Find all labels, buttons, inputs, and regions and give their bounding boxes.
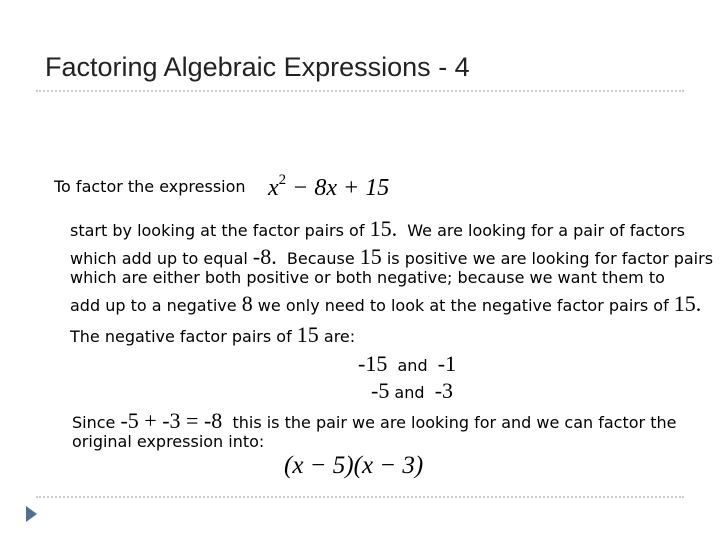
line-1-number: 15.	[369, 216, 398, 241]
factor-pair-1	[358, 351, 456, 377]
line-4-text-a: add up to a negative	[70, 296, 237, 315]
factored-result: (x − 5)(x − 3)	[284, 452, 424, 479]
line-5-text-b: are:	[323, 327, 356, 346]
slide-title: Factoring Algebraic Expressions - 4	[45, 52, 470, 82]
line-2-text-c: is positive we are looking for factor pairs	[386, 249, 714, 268]
since-equation: -5 + -3 = -8	[120, 408, 223, 433]
next-arrow-icon[interactable]	[26, 506, 37, 522]
line-2-text-b: Because	[286, 249, 355, 268]
since-text: this is the pair we are looking for and we can factor the	[232, 413, 677, 432]
line-1-text-b: We are looking for a pair of factors	[407, 221, 685, 240]
line-2	[70, 244, 713, 270]
factor-pair-2	[371, 378, 453, 404]
expression	[268, 172, 389, 202]
expression-exponent: 2	[278, 172, 287, 188]
since-line	[72, 408, 676, 434]
line-3: which are either both positive or both negative; because we want them to	[70, 268, 665, 287]
expression-var: x	[268, 175, 279, 201]
pair-2-second: -3	[434, 378, 454, 403]
line-2-number: -8.	[252, 244, 277, 269]
expression-rest: − 8x + 15	[286, 175, 390, 201]
pair-2-and: and	[394, 383, 425, 402]
line-2-text-a: which add up to equal	[70, 249, 248, 268]
line-1	[70, 216, 685, 242]
line-5-number: 15	[296, 322, 319, 347]
pair-1-second: -1	[437, 351, 457, 376]
since-line-2: original expression into:	[72, 432, 265, 451]
line-5-text-a: The negative factor pairs of	[70, 327, 292, 346]
pair-1-first: -15	[358, 351, 388, 376]
pair-2-first: -5	[371, 378, 390, 403]
line-5	[70, 322, 355, 348]
line-2-number-2: 15	[359, 244, 382, 269]
line-4-number: 8	[241, 291, 253, 316]
intro-text: To factor the expression	[54, 177, 246, 196]
since-label: Since	[72, 413, 116, 432]
bottom-divider	[36, 496, 684, 498]
pair-1-and: and	[397, 356, 428, 375]
top-divider	[36, 90, 684, 92]
line-4-number-2: 15.	[673, 291, 702, 316]
line-1-text-a: start by looking at the factor pairs of	[70, 221, 365, 240]
line-4	[70, 291, 701, 317]
line-4-text-b: we only need to look at the negative factor pairs of	[257, 296, 669, 315]
